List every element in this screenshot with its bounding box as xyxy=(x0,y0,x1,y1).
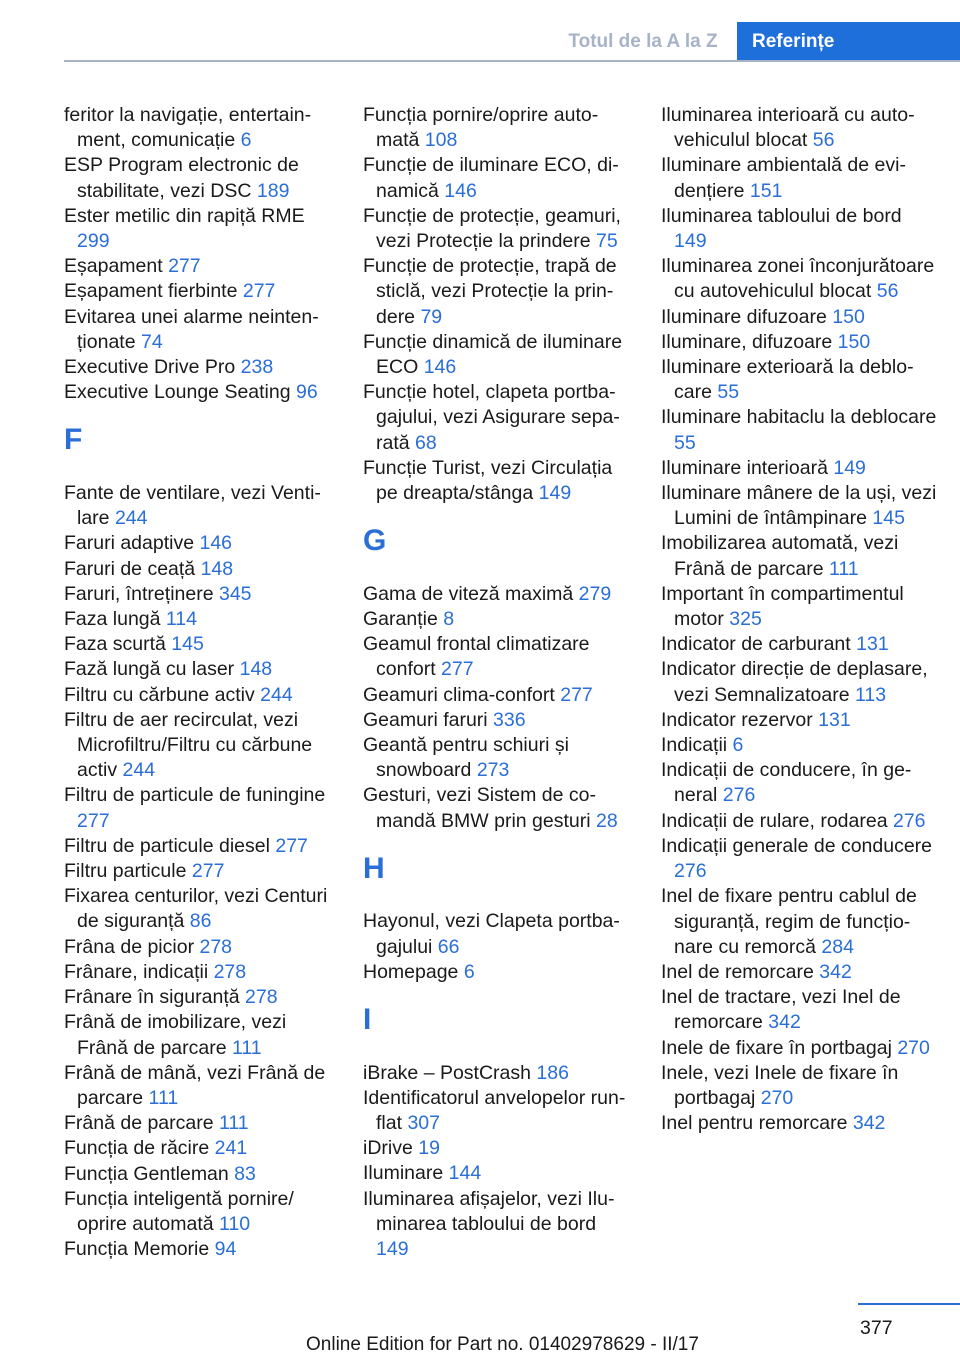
page-reference-link[interactable]: 149 xyxy=(376,1238,409,1261)
index-entry xyxy=(661,758,937,808)
page-reference-link[interactable]: 325 xyxy=(729,608,762,631)
page-reference-link[interactable]: 270 xyxy=(760,1086,794,1109)
index-entry xyxy=(661,733,937,758)
index-entry-text: Inele, vezi Inele de fixare în portbagaj xyxy=(661,1061,899,1109)
index-entry-text: Executive Lounge Seating xyxy=(64,381,297,404)
page-reference-link[interactable]: 279 xyxy=(578,582,612,605)
index-entry-text: Frână de imobilizare, vezi Frână de parcare xyxy=(64,1011,287,1059)
header-section-title: Totul de la A la Z xyxy=(568,31,718,52)
page-reference-link[interactable]: 149 xyxy=(674,230,707,253)
index-entry xyxy=(661,834,937,884)
page-reference-link[interactable]: 307 xyxy=(407,1112,440,1135)
index-entry-text: Funcție hotel, clapeta portbagajului, vezi Asigurare separată xyxy=(363,381,620,454)
index-entry xyxy=(363,1086,633,1136)
page-reference-link[interactable]: 74 xyxy=(140,330,163,353)
index-entry xyxy=(64,254,334,279)
index-column-1 xyxy=(64,103,334,1262)
page-reference-link[interactable]: 244 xyxy=(260,683,293,706)
index-entry xyxy=(64,355,334,380)
index-entry-text: Iluminare xyxy=(363,1162,449,1185)
page-reference-link[interactable]: 342 xyxy=(852,1112,886,1135)
index-entry-text: Inel de tractare, vezi Inel de remorcare xyxy=(661,986,901,1034)
index-entry xyxy=(64,380,334,405)
index-entry xyxy=(363,1187,633,1263)
page-reference-link[interactable]: 79 xyxy=(420,305,443,328)
page-reference-link[interactable]: 278 xyxy=(245,986,278,1009)
index-entry-text: Iluminarea afișajelor, vezi Iluminarea tabloului de bord xyxy=(363,1187,615,1235)
footer-divider xyxy=(858,1303,960,1305)
page-reference-link[interactable]: 342 xyxy=(768,1011,801,1034)
index-entry xyxy=(64,683,334,708)
page-reference-link[interactable]: 186 xyxy=(536,1061,569,1084)
index-entry-text: Inele de fixare în portbagaj xyxy=(661,1036,898,1059)
page-reference-link[interactable]: 83 xyxy=(234,1162,256,1185)
index-entry xyxy=(64,834,334,859)
index-entry xyxy=(661,657,937,707)
page-reference-link[interactable]: 241 xyxy=(214,1137,248,1160)
index-entry xyxy=(64,279,334,304)
index-entry-text: Indicații xyxy=(661,734,733,757)
page-reference-link[interactable]: 6 xyxy=(463,960,475,983)
index-entry-text: ESP Program electronic de stabilitate, vezi DSC xyxy=(64,154,299,202)
page-reference-link[interactable]: 277 xyxy=(77,809,110,832)
index-column-3 xyxy=(661,103,937,1136)
index-entry xyxy=(64,582,334,607)
page-header xyxy=(0,22,960,62)
index-entry-text: Geamuri faruri xyxy=(363,708,494,731)
page-reference-link[interactable]: 273 xyxy=(476,759,510,782)
page-reference-link[interactable]: 238 xyxy=(240,356,274,379)
index-entry xyxy=(64,935,334,960)
index-entry-text: Inel de remorcare xyxy=(661,960,820,983)
page-reference-link[interactable]: 277 xyxy=(560,683,593,706)
page-reference-link[interactable]: 150 xyxy=(837,330,871,353)
index-entry xyxy=(363,254,633,330)
page-reference-link[interactable]: 277 xyxy=(191,860,225,883)
page-reference-link[interactable]: 277 xyxy=(242,280,276,303)
page-reference-link[interactable]: 145 xyxy=(872,507,905,530)
index-entry xyxy=(64,708,334,784)
index-entry-text: Iluminare habitaclu la deblocare xyxy=(661,406,937,429)
page-reference-link[interactable]: 131 xyxy=(856,633,889,656)
index-entry-text: Frâna de picior xyxy=(64,935,200,958)
page-reference-link[interactable]: 277 xyxy=(441,658,474,681)
index-entry-text: Iluminare ambientală de evidențiere xyxy=(661,154,906,202)
page-reference-link[interactable]: 149 xyxy=(538,482,572,505)
index-entry xyxy=(64,960,334,985)
page-reference-link[interactable]: 146 xyxy=(444,179,477,202)
page-reference-link[interactable]: 145 xyxy=(171,633,204,656)
index-entry xyxy=(64,103,334,153)
section-letter: H xyxy=(363,851,385,885)
page-reference-link[interactable]: 8 xyxy=(443,608,455,631)
index-entry xyxy=(363,103,633,153)
index-entry xyxy=(661,960,937,985)
index-entry-text: Indicații generale de conducere xyxy=(661,834,933,857)
index-entry-text: Funcția pornire/oprire automată xyxy=(363,104,599,152)
index-entry xyxy=(363,960,633,985)
page-reference-link[interactable]: 68 xyxy=(415,431,437,454)
page-reference-link[interactable]: 111 xyxy=(829,557,859,580)
edition-footer: Online Edition for Part no. 01402978629 - II/17 xyxy=(306,1334,699,1355)
index-entry xyxy=(363,632,633,682)
index-entry-text: Faza lungă xyxy=(64,608,166,631)
index-entry-text: Eșapament xyxy=(64,255,169,278)
index-entry-text: Geamuri clima-confort xyxy=(363,683,561,706)
page-reference-link[interactable]: 277 xyxy=(168,255,201,278)
page-reference-link[interactable]: 19 xyxy=(418,1137,440,1160)
index-entry xyxy=(661,1061,937,1111)
index-entry xyxy=(64,985,334,1010)
index-entry-text: Fixarea centurilor, vezi Centuri de siguranță xyxy=(64,885,328,933)
index-entry xyxy=(363,380,633,456)
index-entry xyxy=(661,809,937,834)
index-entry xyxy=(661,884,937,960)
index-entry-text: Iluminare mânere de la uși, vezi Lumini de întâmpinare xyxy=(661,482,937,530)
index-entry-text: Funcție de protecție, geamuri, vezi Protecție la prindere xyxy=(363,204,621,253)
index-entry-text: Iluminarea tabloului de bord xyxy=(661,204,902,227)
index-entry xyxy=(64,531,334,556)
page-reference-link[interactable]: 342 xyxy=(819,960,852,983)
index-entry xyxy=(64,1061,334,1111)
page-reference-link[interactable]: 276 xyxy=(722,784,756,807)
index-entry xyxy=(661,405,937,455)
index-entry-text: Funcție Turist, vezi Circulația pe dreapta/stânga xyxy=(363,456,613,505)
index-entry-text: Inel pentru remorcare xyxy=(661,1112,853,1135)
page-reference-link[interactable]: 299 xyxy=(77,230,110,253)
index-entry xyxy=(661,103,937,153)
index-entry xyxy=(661,1111,937,1136)
index-entry-text: Funcția inteligentă pornire/ oprire automată xyxy=(64,1187,294,1235)
index-entry-text: Fază lungă cu laser xyxy=(64,658,240,681)
index-entry-text: Evitarea unei alarme neintenționate xyxy=(64,305,319,353)
index-entry-text: Filtru de aer recirculat, vezi Microfiltru/Filtru cu cărbune activ xyxy=(64,708,313,782)
index-entry-text: iDrive xyxy=(363,1137,419,1160)
index-entry-text: Funcția Gentleman xyxy=(64,1162,235,1185)
index-entry xyxy=(64,305,334,355)
page-reference-link[interactable]: 148 xyxy=(239,658,273,681)
page-reference-link[interactable]: 284 xyxy=(821,935,854,958)
index-entry-text: Filtru particule xyxy=(64,860,192,883)
index-entry-text: Identificatorul anvelopelor run-flat xyxy=(363,1086,626,1135)
page-reference-link[interactable]: 146 xyxy=(199,532,233,555)
index-entry xyxy=(363,330,633,380)
index-entry-text: Indicații de rulare, rodarea xyxy=(661,809,893,832)
page-reference-link[interactable]: 110 xyxy=(219,1212,251,1235)
page-reference-link[interactable]: 150 xyxy=(832,305,865,328)
page-reference-link[interactable]: 278 xyxy=(213,960,247,983)
index-entry-text: feritor la navigație, entertainment, comunicație xyxy=(64,104,312,152)
index-entry-text: Garanție xyxy=(363,608,444,631)
index-entry xyxy=(363,683,633,708)
page-reference-link[interactable]: 96 xyxy=(296,381,318,404)
page-reference-link[interactable]: 66 xyxy=(437,935,460,958)
index-entry xyxy=(363,582,633,607)
index-entry xyxy=(661,1036,937,1061)
index-entry xyxy=(661,582,937,632)
page-reference-link[interactable]: 131 xyxy=(818,708,851,731)
index-entry-text: Funcție de protecție, trapă de sticlă, vezi Protecție la prindere xyxy=(363,255,617,328)
index-entry-text: Iluminare difuzoare xyxy=(661,305,833,328)
page-reference-link[interactable]: 28 xyxy=(596,809,618,832)
page-reference-link[interactable]: 149 xyxy=(833,456,866,479)
index-column-2 xyxy=(363,103,633,1262)
index-entry xyxy=(363,607,633,632)
index-entry-text: Indicații de conducere, în general xyxy=(661,759,912,807)
index-entry xyxy=(64,153,334,203)
index-entry xyxy=(363,1136,633,1161)
index-entry xyxy=(363,733,633,783)
index-entry xyxy=(661,153,937,203)
index-entry xyxy=(363,1161,633,1186)
index-entry xyxy=(64,783,334,833)
index-entry-text: Filtru de particule de funingine xyxy=(64,784,326,807)
index-entry xyxy=(64,884,334,934)
index-entry xyxy=(661,305,937,330)
index-entry xyxy=(363,783,633,833)
index-entry-text: Gama de viteză maximă xyxy=(363,582,579,605)
index-entry xyxy=(64,1136,334,1161)
page-reference-link[interactable]: 146 xyxy=(423,356,457,379)
index-entry xyxy=(64,1111,334,1136)
page-reference-link[interactable]: 94 xyxy=(214,1238,237,1261)
index-entry-text: Funcția Memorie xyxy=(64,1238,215,1261)
page-reference-link[interactable]: 113 xyxy=(855,683,887,706)
index-entry xyxy=(363,456,633,506)
index-entry-text: Executive Drive Pro xyxy=(64,356,241,379)
index-entry-text: Iluminare, difuzoare xyxy=(661,330,838,353)
index-entry-text: Iluminare exterioară la deblocare xyxy=(661,356,914,404)
page-reference-link[interactable]: 56 xyxy=(876,280,899,303)
index-entry xyxy=(64,1237,334,1262)
page-reference-link[interactable]: 278 xyxy=(199,935,233,958)
index-entry xyxy=(661,531,937,581)
page-reference-link[interactable]: 270 xyxy=(897,1036,930,1059)
index-entry xyxy=(64,1010,334,1060)
index-entry xyxy=(363,204,633,254)
page-reference-link[interactable]: 345 xyxy=(218,582,252,605)
index-entry-text: Frână de parcare xyxy=(64,1112,220,1135)
index-entry xyxy=(661,985,937,1035)
index-entry-text: Imobilizarea automată, vezi Frână de parcare xyxy=(661,532,899,580)
page-reference-link[interactable]: 56 xyxy=(812,129,835,152)
page-reference-link[interactable]: 144 xyxy=(448,1162,482,1185)
index-entry-text: Iluminarea interioară cu autovehiculul blocat xyxy=(661,104,915,152)
index-entry-text: Frânare în siguranță xyxy=(64,986,246,1009)
index-entry xyxy=(661,481,937,531)
index-entry-text: Gesturi, vezi Sistem de comandă BMW prin gesturi xyxy=(363,784,596,832)
index-entry xyxy=(661,254,937,304)
page-reference-link[interactable]: 336 xyxy=(493,708,526,731)
index-entry xyxy=(64,607,334,632)
index-entry-text: Indicator rezervor xyxy=(661,708,819,731)
page-reference-link[interactable]: 244 xyxy=(122,759,156,782)
index-entry-text: Indicator direcție de deplasare, vezi Semnalizatoare xyxy=(661,658,928,706)
header-divider xyxy=(64,60,960,62)
section-letter: I xyxy=(363,1003,372,1037)
index-entry-text: Important în compartimentul motor xyxy=(661,582,904,631)
page-reference-link[interactable]: 244 xyxy=(114,507,148,530)
page-reference-link[interactable]: 6 xyxy=(732,734,744,757)
index-entry-text: Funcție dinamică de iluminare ECO xyxy=(363,330,623,379)
page-reference-link[interactable]: 111 xyxy=(148,1086,179,1109)
index-entry-text: Funcție de iluminare ECO, dinamică xyxy=(363,154,619,202)
page-reference-link[interactable]: 111 xyxy=(232,1036,262,1059)
index-entry xyxy=(661,632,937,657)
index-entry xyxy=(64,1162,334,1187)
header-chapter-tab: Referințe xyxy=(737,22,960,62)
page-reference-link[interactable]: 276 xyxy=(892,809,926,832)
index-entry-text: Iluminare interioară xyxy=(661,456,834,479)
index-entry xyxy=(661,330,937,355)
page-reference-link[interactable]: 148 xyxy=(200,557,234,580)
page-reference-link[interactable]: 86 xyxy=(189,910,212,933)
page-reference-link[interactable]: 55 xyxy=(717,381,740,404)
index-entry xyxy=(363,708,633,733)
index-entry xyxy=(64,859,334,884)
index-entry-text: Frânare, indicații xyxy=(64,960,214,983)
index-entry xyxy=(64,632,334,657)
index-entry-text: Geamul frontal climatizare confort xyxy=(363,633,590,681)
index-entry xyxy=(64,204,334,254)
section-letter: G xyxy=(363,524,387,558)
index-entry xyxy=(661,456,937,481)
index-entry-text: Inel de fixare pentru cablul de siguranță, regim de funcționare cu remorcă xyxy=(661,885,917,958)
index-entry-text: Fante de ventilare, vezi Ventilare xyxy=(64,482,321,530)
index-entry xyxy=(661,708,937,733)
page-reference-link[interactable]: 114 xyxy=(165,608,197,631)
index-entry xyxy=(363,909,633,959)
index-entry xyxy=(64,557,334,582)
section-letter: F xyxy=(64,423,83,457)
page-reference-link[interactable]: 6 xyxy=(240,129,252,152)
page-reference-link[interactable]: 111 xyxy=(219,1112,249,1135)
index-entry-text: Filtru cu cărbune activ xyxy=(64,683,261,706)
index-entry-text: Hayonul, vezi Clapeta portbagajului xyxy=(363,910,620,958)
index-entry-text: Ester metilic din rapiță RME xyxy=(64,204,305,227)
index-entry-text: Faruri, întreținere xyxy=(64,582,219,605)
page-reference-link[interactable]: 276 xyxy=(674,860,707,883)
page-reference-link[interactable]: 277 xyxy=(275,834,308,857)
page-reference-link[interactable]: 108 xyxy=(424,129,458,152)
index-entry-text: Iluminarea zonei înconjurătoare cu autovehiculul blocat xyxy=(661,255,935,303)
index-entry xyxy=(64,657,334,682)
index-entry xyxy=(64,1187,334,1237)
index-entry-text: Indicator de carburant xyxy=(661,633,857,656)
index-entry xyxy=(363,1061,633,1086)
page-reference-link[interactable]: 151 xyxy=(749,179,783,202)
page-reference-link[interactable]: 189 xyxy=(256,179,290,202)
index-entry-text: Faruri de ceață xyxy=(64,557,201,580)
page-reference-link[interactable]: 55 xyxy=(674,431,696,454)
index-entry-text: Eșapament fierbinte xyxy=(64,280,243,303)
index-entry-text: iBrake – PostCrash xyxy=(363,1061,537,1084)
index-entry xyxy=(363,153,633,203)
index-entry-text: Faruri adaptive xyxy=(64,532,200,555)
index-entry xyxy=(661,204,937,254)
page-number: 377 xyxy=(860,1317,893,1339)
index-entry-text: Homepage xyxy=(363,960,464,983)
index-entry-text: Frână de mână, vezi Frână de parcare xyxy=(64,1061,326,1109)
index-entry-text: Faza scurtă xyxy=(64,633,172,656)
index-entry-text: Funcția de răcire xyxy=(64,1137,215,1160)
index-entry-text: Filtru de particule diesel xyxy=(64,834,276,857)
page-reference-link[interactable]: 75 xyxy=(596,230,618,253)
index-entry xyxy=(64,481,334,531)
index-entry-text: Geantă pentru schiuri și snowboard xyxy=(363,734,569,782)
index-entry xyxy=(661,355,937,405)
